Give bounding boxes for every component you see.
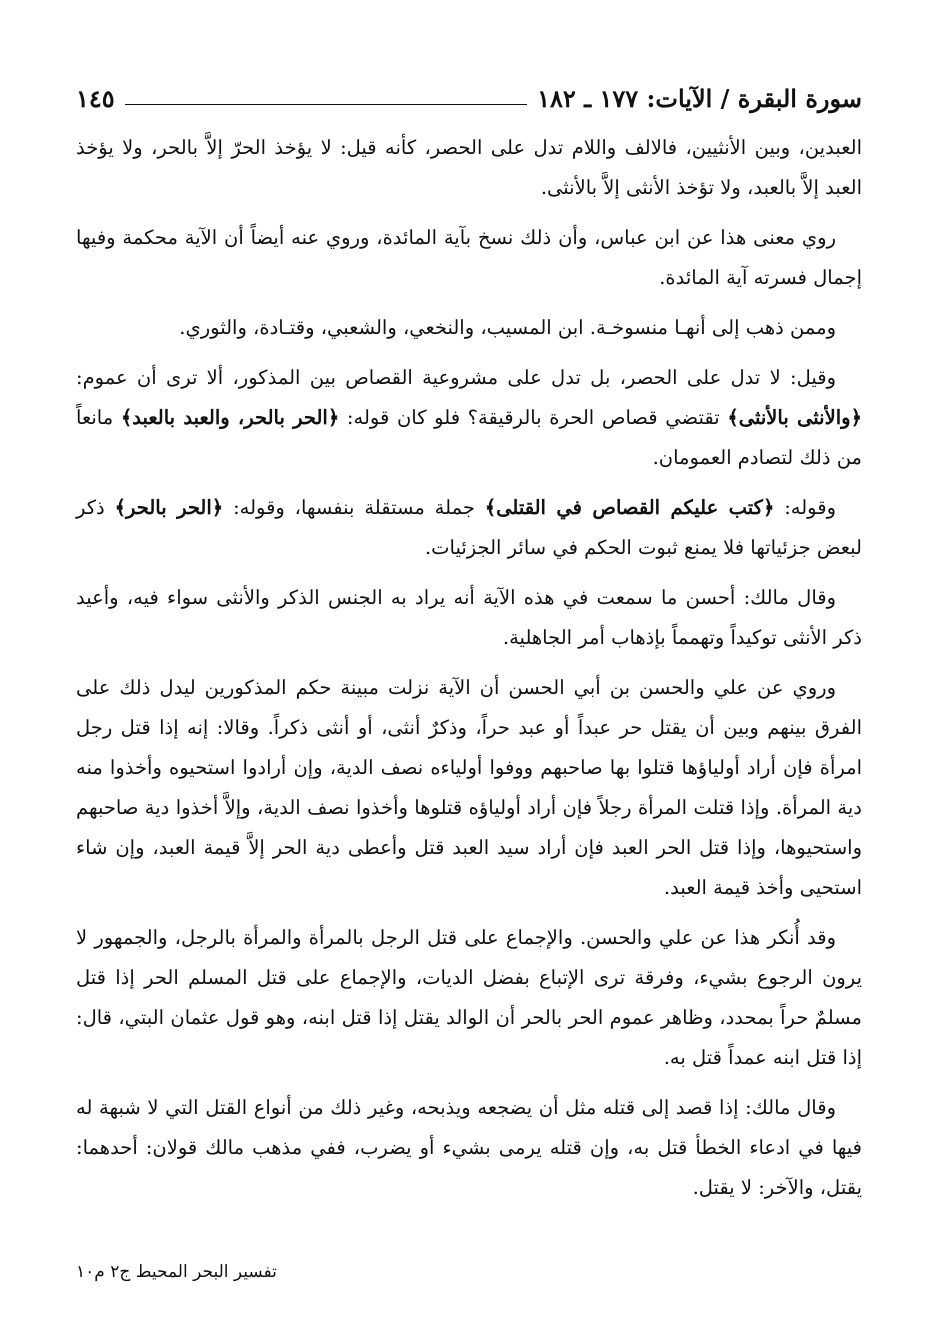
quran-quote: ﴿والأنثى بالأنثى﴾ xyxy=(727,406,862,429)
body-text xyxy=(76,128,862,1208)
paragraph xyxy=(76,918,862,1078)
paragraph xyxy=(76,578,862,658)
quran-quote: ﴿كتب عليكم القصاص في القتلى﴾ xyxy=(484,496,775,519)
paragraph xyxy=(76,128,862,208)
paragraph-text: وقد أُنكر هذا عن علي والحسن. والإجماع على قتل الرجل بالمرأة والمرأة بالرجل، والجمهور لا يرون الرجوع بشيء، وفرقة ترى الإتباع بفضل الديات، والإجماع على قتل المسلم الحر إذا قتل مسلمٌ حراً بمحدد، وظاهر عموم الحر بالحر أن الوالد يقتل إذا قتل ابنه، وهو قول عثمان البتي، قال: إذا قتل ابنه عمداً قتل به. xyxy=(76,926,862,1069)
header-rule xyxy=(125,104,527,105)
paragraph-text: وقال مالك: أحسن ما سمعت في هذه الآية أنه يراد به الجنس الذكر والأنثى سواء فيه، وأعيد ذكر الأنثى توكيداً وتهمماً بإذهاب أمر الجاهلية. xyxy=(76,586,862,649)
paragraph-text: وقيل: لا تدل على الحصر، بل تدل على مشروعية القصاص بين المذكور، ألا ترى أن عموم: xyxy=(76,366,836,389)
footer-signature: تفسير البحر المحيط ج٢ م١٠ xyxy=(76,1262,277,1282)
paragraph-text: مانعاً من ذلك لتصادم العمومان. xyxy=(76,406,862,469)
paragraph-text: وقال مالك: إذا قصد إلى قتله مثل أن يضجعه ويذبحه، وغير ذلك من أنواع القتل التي لا شبهة له فيها في ادعاء الخطأ قتل به، وإن قتله يرمى بشيء أو يضرب، ففي مذهب مالك قولان: أحدهما: يقتل، والآخر: لا يقتل. xyxy=(76,1096,862,1199)
paragraph-text: روي معنى هذا عن ابن عباس، وأن ذلك نسخ بآية المائدة، وروي عنه أيضاً أن الآية محكمة وفيها إجمال فسرته آية المائدة. xyxy=(76,226,862,289)
paragraph-text: وروي عن علي والحسن بن أبي الحسن أن الآية نزلت مبينة حكم المذكورين ليدل ذلك على الفرق بينهم وبين أن يقتل حر عبداً أو عبد حراً، وذكرٌ أنثى، أو أنثى ذكراً. وقالا: إنه إذا قتل رجل امرأة فإن أراد أولياؤها قتلوا بها صاحبهم ووفوا أولياءه نصف الدية، وإن أرادوا استحيوه وأخذوا منه دية المرأة. وإذا قتلت المرأة رجلاً فإن أراد أولياؤه قتلوها وأخذوا نصف الدية، وإلاَّ أخذوا دية صاحبهم واستحيوها، وإذا قتل الحر العبد فإن أراد سيد العبد قتل وأعطى دية الحر إلاَّ قيمة العبد، وإن شاء استحيى وأخذ قيمة العبد. xyxy=(76,676,862,899)
paragraph xyxy=(76,1088,862,1208)
paragraph xyxy=(76,668,862,908)
paragraph xyxy=(76,358,862,478)
paragraph xyxy=(76,218,862,298)
quran-quote: ﴿الحر بالحر﴾ xyxy=(114,496,224,519)
paragraph-text: جملة مستقلة بنفسها، وقوله: xyxy=(223,496,485,519)
surah-title: سورة البقرة / الآيات: ١٧٧ ـ ١٨٢ xyxy=(537,84,862,113)
running-header xyxy=(76,74,862,114)
paragraph-text: ذكر لبعض جزئياتها فلا يمنع ثبوت الحكم في سائر الجزئيات. xyxy=(76,496,862,559)
paragraph-text: العبدين، وبين الأنثيين، فالالف واللام تدل على الحصر، كأنه قيل: لا يؤخذ الحرّ إلاَّ بالحر، ولا يؤخذ العبد إلاَّ بالعبد، ولا تؤخذ الأنثى إلاَّ بالأنثى. xyxy=(76,136,862,199)
paragraph xyxy=(76,488,862,568)
paragraph-text: تقتضي قصاص الحرة بالرقيقة؟ فلو كان قوله: xyxy=(339,406,728,429)
page-number: ١٤٥ xyxy=(76,84,115,113)
paragraph-text: وقوله: xyxy=(774,496,836,519)
paragraph xyxy=(76,308,862,348)
quran-quote: ﴿الحر بالحر، والعبد بالعبد﴾ xyxy=(120,406,340,429)
paragraph-text: وممن ذهب إلى أنهـا منسوخـة. ابن المسيب، والنخعي، والشعبي، وقتـادة، والثوري. xyxy=(179,316,836,339)
